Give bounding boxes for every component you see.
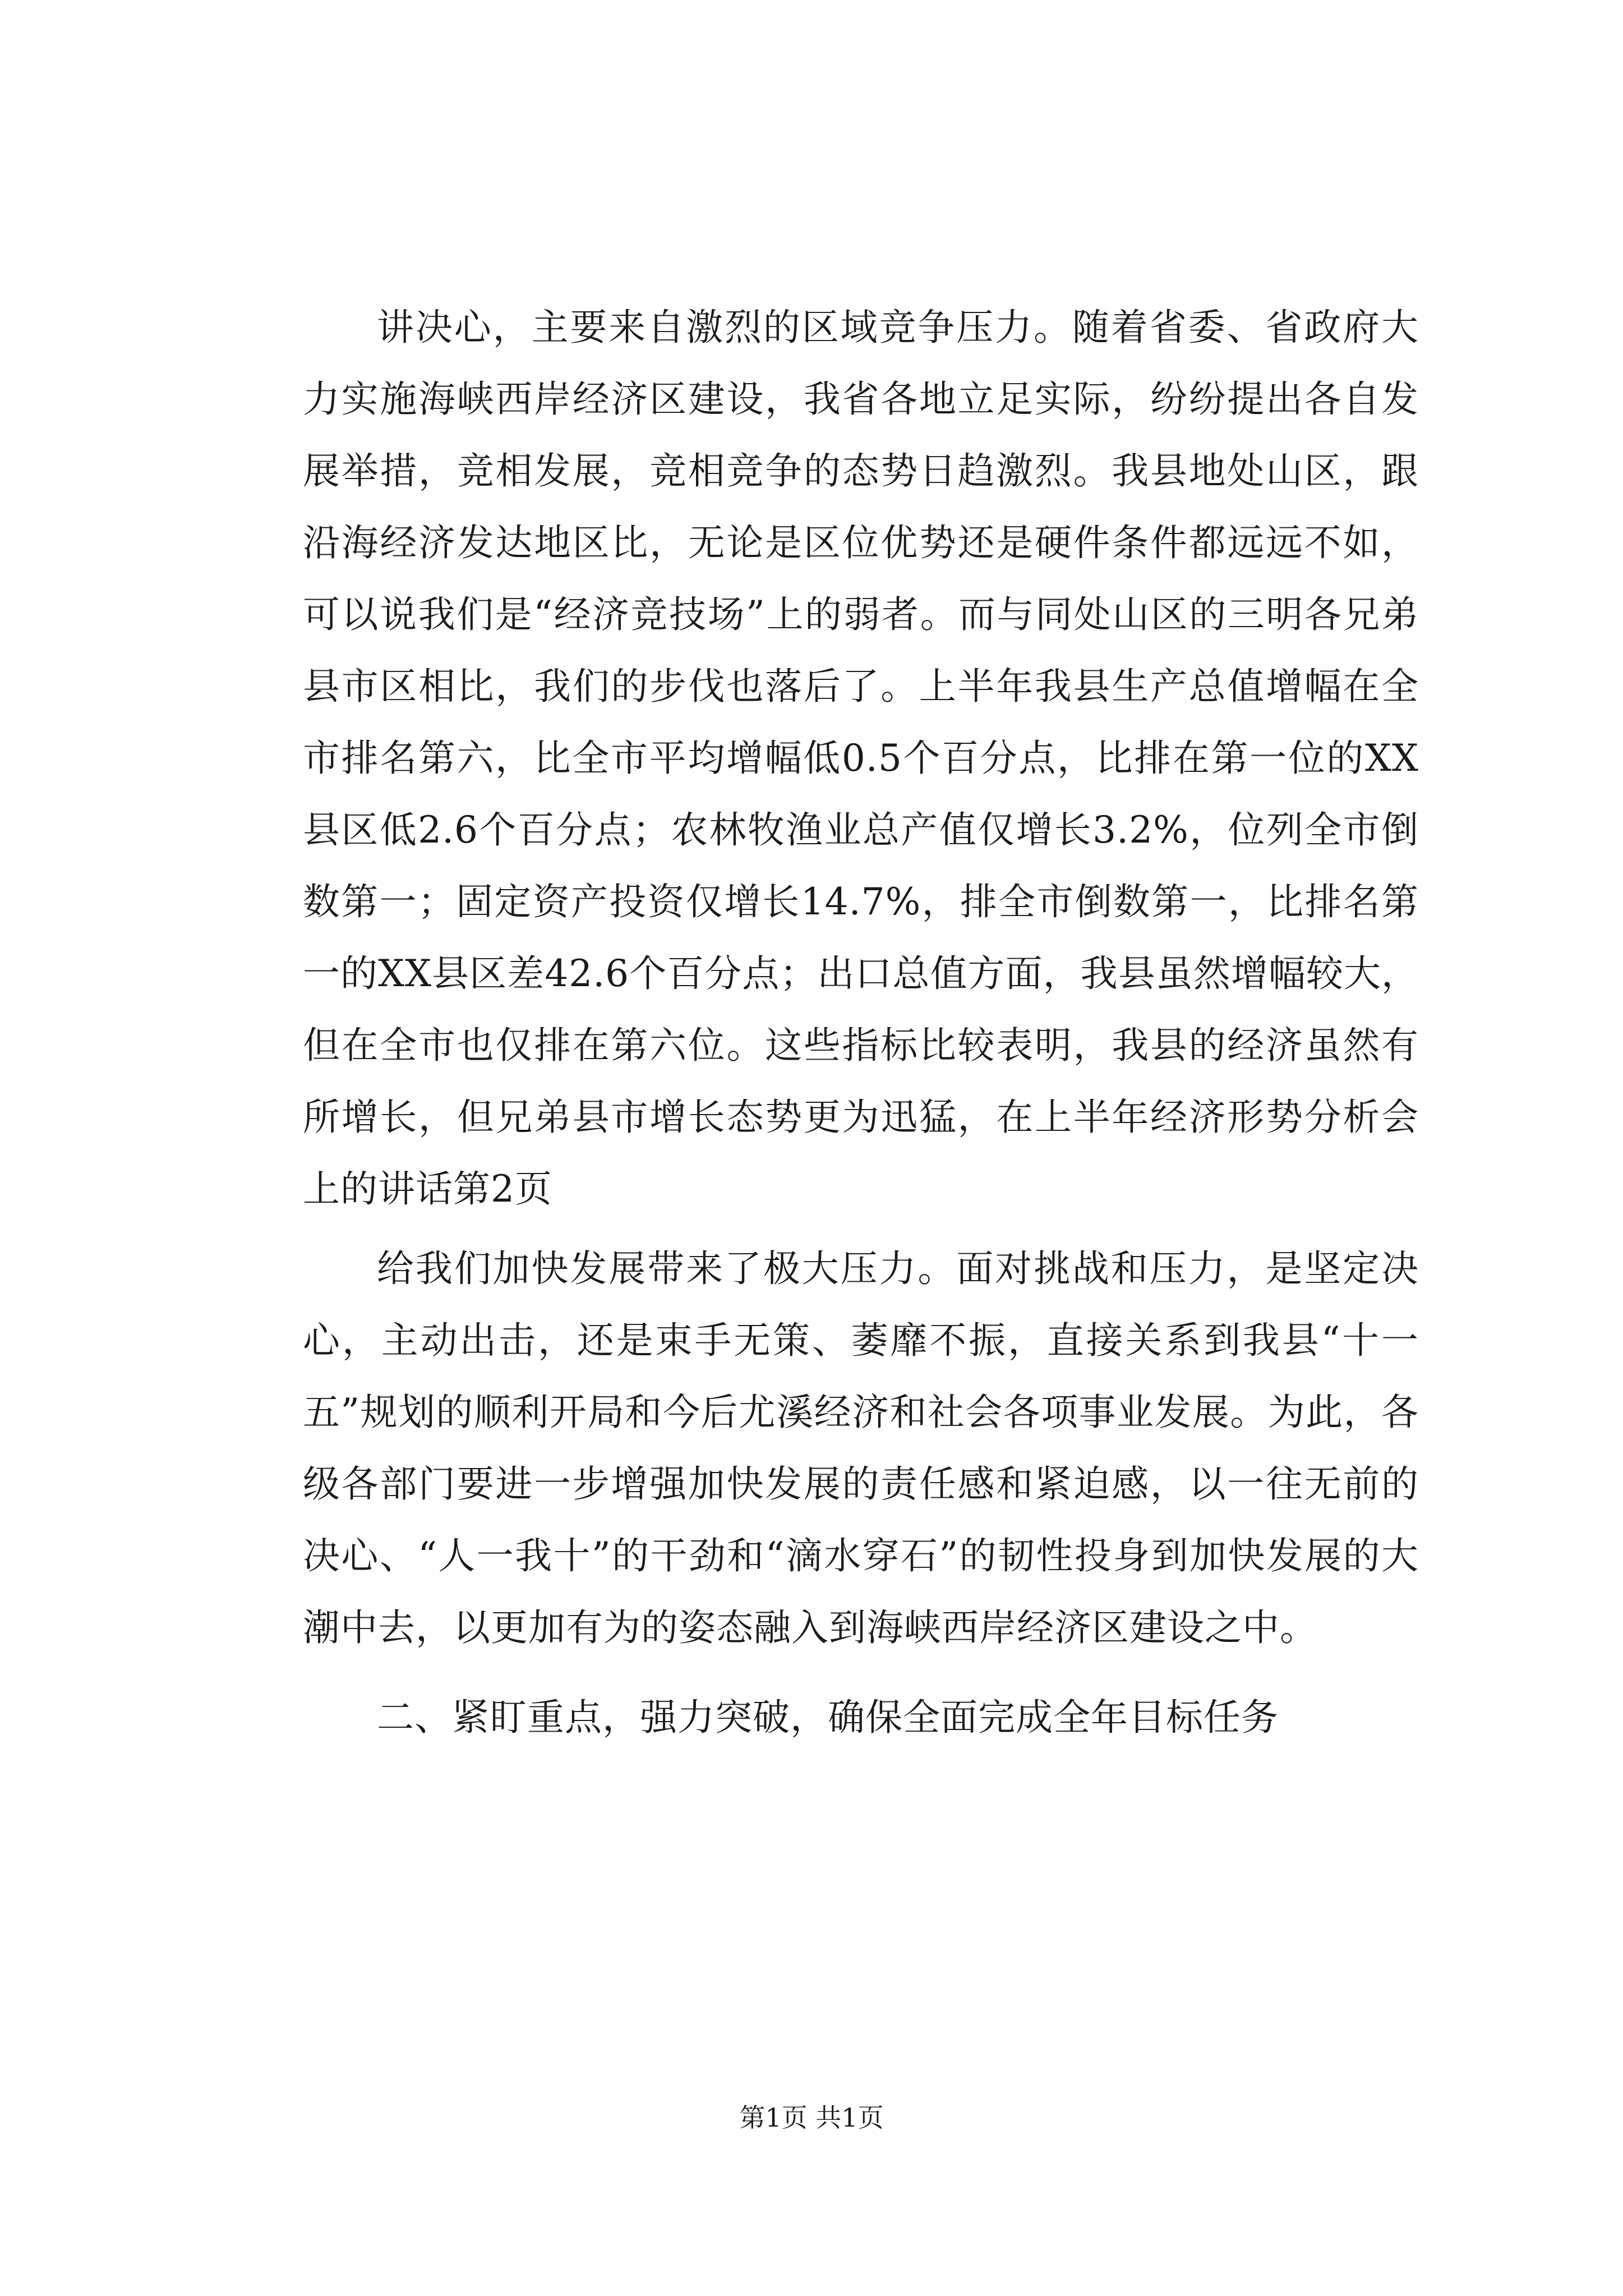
- page-footer: 第1页 共1页: [739, 2102, 884, 2133]
- paragraph-gap: [303, 1225, 1419, 1233]
- paragraph-development-pressure: 给我们加快发展带来了极大压力。面对挑战和压力，是坚定决心，主动出击，还是束手无策、萎靡不振，直接关系到我县“十一五”规划的顺利开局和今后尤溪经济和社会各项事业发展。为此，各级各部门要进一步增强加快发展的责任感和紧迫感，以一往无前的决心、“人一我十”的干劲和“滴水穿石”的韧性投身到加快发展的大潮中去，以更加有为的姿态融入到海峡西岸经济区建设之中。: [303, 1247, 1419, 1649]
- paragraph-regional-competition: 讲决心，主要来自激烈的区域竞争压力。随着省委、省政府大力实施海峡西岸经济区建设，我省各地立足实际，纷纷提出各自发展举措，竞相发展，竞相竞争的态势日趋激烈。我县地处山区，跟沿海经济发达地区比，无论是区位优势还是硬件条件都远远不如，可以说我们是“经济竞技场”上的弱者。而与同处山区的三明各兄弟县市区相比，我们的步伐也落后了。上半年我县生产总值增幅在全市排名第六，比全市平均增幅低0.5个百分点，比排在第一位的XX县区低2.6个百分点；农林牧渔业总产值仅增长3.2%，位列全市倒数第一；固定资产投资仅增长14.7%，排全市倒数第一，比排名第一的XX县区差42.6个百分点；出口总值方面，我县虽然增幅较大，但在全市也仅排在第六位。这些指标比较表明，我县的经济虽然有所增长，但兄弟县市增长态势更为迅猛，在上半年经济形势分析会上的讲话第2页: [303, 306, 1419, 1211]
- section-heading: 二、紧盯重点，强力突破，确保全面完成全年目标任务: [377, 1696, 1279, 1739]
- document-body: [303, 292, 1419, 1754]
